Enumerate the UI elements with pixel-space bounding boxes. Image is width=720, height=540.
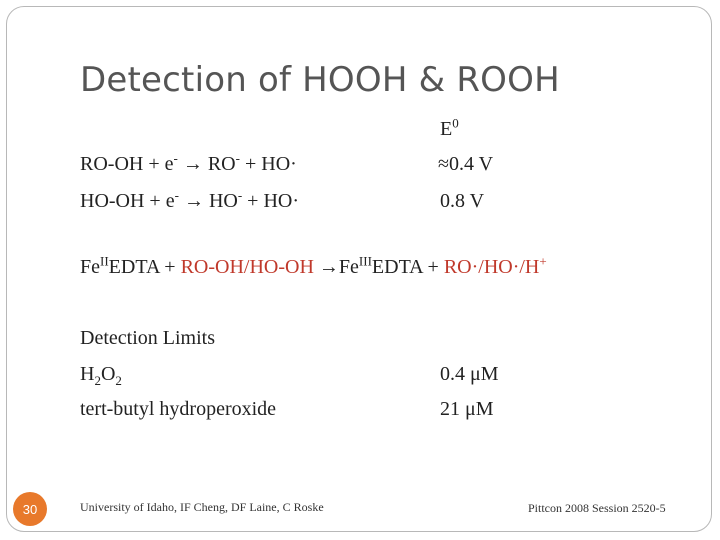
fenton-products [443,253,547,278]
h2o2-o: O [100,363,116,385]
detection-value-h2o2: 0.4 μM [440,363,499,385]
arrow-icon: → [182,153,203,175]
arrow-icon: → [318,256,339,278]
page-number-badge: 30 [13,492,47,526]
reaction-1 [80,150,297,176]
fe-right: Fe [338,256,359,278]
fe-right-sup: III [358,253,372,269]
reaction-1-rhs2: + HO· [244,153,297,175]
detection-row-tbhp: tert-butyl hydroperoxide [80,398,277,420]
arrow-icon: → [183,190,204,212]
reaction-2-rhs1-sup: - [237,187,243,203]
slide-title: Detection of HOOH & ROOH [80,60,560,100]
e0-header [440,115,459,141]
fe-left-sup: II [100,253,109,269]
detection-value-tbhp: 21 μM [440,398,494,420]
reaction-2-lhs-sup: - [174,187,179,203]
footer-right: Pittcon 2008 Session 2520-5 [528,501,666,515]
reaction-2-lhs: HO-OH + e [80,190,175,212]
reaction-1-rhs1: RO [207,153,236,175]
h2o2-sub2: 2 [115,373,122,388]
fe-left: Fe [80,256,100,278]
h2o2-sub1: 2 [94,373,101,388]
edta-left: EDTA + [108,256,181,278]
reaction-2-rhs2: + HO· [247,190,299,212]
reaction-1-lhs: RO-OH + e [80,153,174,175]
edta-right: EDTA + [371,256,444,278]
reaction-1-potential: ≈0.4 V [438,153,494,175]
e0-sup: 0 [452,115,459,131]
e0-base: E [440,118,453,140]
detection-heading: Detection Limits [80,327,215,349]
fenton-substrate: RO-OH/HO-OH [180,256,314,278]
fenton-products-text: RO·/HO·/H [443,256,540,278]
footer-left: University of Idaho, IF Cheng, DF Laine, C Roske [80,500,324,514]
reaction-2-potential: 0.8 V [440,190,485,212]
h2o2-h: H [80,363,95,385]
fenton-reaction [80,253,547,279]
detection-row-h2o2 [80,363,122,386]
fenton-products-sup: + [539,253,547,269]
reaction-1-lhs-sup: - [173,150,178,166]
reaction-2 [80,187,299,213]
reaction-2-rhs1: HO [208,190,238,212]
reaction-1-rhs1-sup: - [235,150,240,166]
